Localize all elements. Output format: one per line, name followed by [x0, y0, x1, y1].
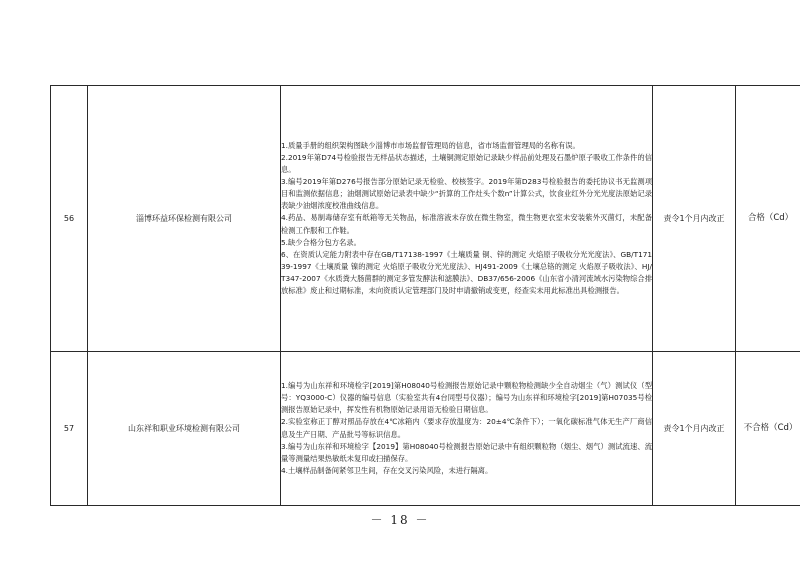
corrective-action: 责令1个月内改正: [653, 352, 736, 506]
organization-name: 淄博环益环保检测有限公司: [88, 86, 281, 352]
result-status: 不合格（Cd）: [736, 352, 800, 506]
inspection-results-table: [50, 85, 800, 506]
issue-item: 3.编号为山东祥和环境检字【2019】第H08040号检测报告原始记录中有组织颗粒物（烟尘、烟气）测试流速、流量等测量结果热敏纸未复印或扫描保存。: [281, 441, 652, 463]
issue-item: 3.编号2019年第D276号报告部分原始记录无检验、校核签字。2019年第D283号检验报告的委托协议书无监测项目和监测依据信息；油烟测试原始记录表中缺少“折算的工作灶头个数n”计算公式，饮食业红外分光光度法原始记录表缺少油烟浓度校准曲线信息。: [281, 177, 652, 211]
result-status: 合格（Cd）: [736, 86, 800, 352]
issue-item: 1.编号为山东祥和环境检字[2019]第H08040号检测报告原始记录中颗粒物检测缺少全自动烟尘（气）测试仪（型号：YQ3000-C）仪器的编号信息（实验室共有4台同型号仪器）；编号为山东祥和环境检字[2019]第H07035号检测报告原始记录中，挥发性有机物原始记录用语无检验日期信息。: [281, 381, 652, 415]
table-row: [51, 86, 800, 352]
issue-item: 4.土壤样品制备间紧邻卫生间，存在交叉污染风险，未进行隔离。: [281, 465, 493, 475]
row-number: 56: [51, 86, 88, 352]
issue-list: [281, 352, 653, 506]
organization-name: 山东祥和职业环境检测有限公司: [88, 352, 281, 506]
issue-item: 6、在资质认定能力附表中存在GB/T17138-1997《土壤质量 铜、锌的测定 火焰原子吸收分光光度法》、GB/T17139-1997《土壤质量 镍的测定 火焰原子吸收分光光度法》、HJ491-2009《土壤总铬的测定 火焰原子吸收法》、HJ/T347-2007《水质粪大肠菌群的测定多管发酵法和滤膜法》、DB37/656-2006《山东省小清河流域水污染物综合排放标准》废止和过期标准，未向资质认定管理部门及时申请撤销或变更，经查实未用此标准出具检测报告。: [281, 249, 652, 296]
issue-list: [281, 86, 653, 352]
corrective-action: 责令1个月内改正: [653, 86, 736, 352]
issue-item: 4.药品、易制毒储存室有纸箱等无关物品，标准溶液未存放在微生物室，微生物更衣室未安装紫外灭菌灯，未配备检测工作服和工作鞋。: [281, 213, 652, 235]
issue-item: 2.2019年第D74号检验报告无样品状态描述，土壤铜测定原始记录缺少样品前处理及石墨炉原子吸收工作条件的信息。: [281, 152, 652, 175]
issue-item: 2.实验室称正丁醇对照品存放在4℃冰箱内（要求存放温度为：20±4℃条件下）；一氧化碳标准气体无生产厂商信息及生产日期、产品批号等标识信息。: [281, 417, 652, 439]
issue-item: 1.质量手册的组织架构图缺少淄博市市场监督管理局的信息，省市场监督管理局的名称有误。: [281, 140, 580, 150]
issue-item: 5.缺少合格分包方名录。: [281, 237, 361, 247]
page-number: － 18 －: [370, 513, 430, 527]
table-row: [51, 352, 800, 506]
row-number: 57: [51, 352, 88, 506]
